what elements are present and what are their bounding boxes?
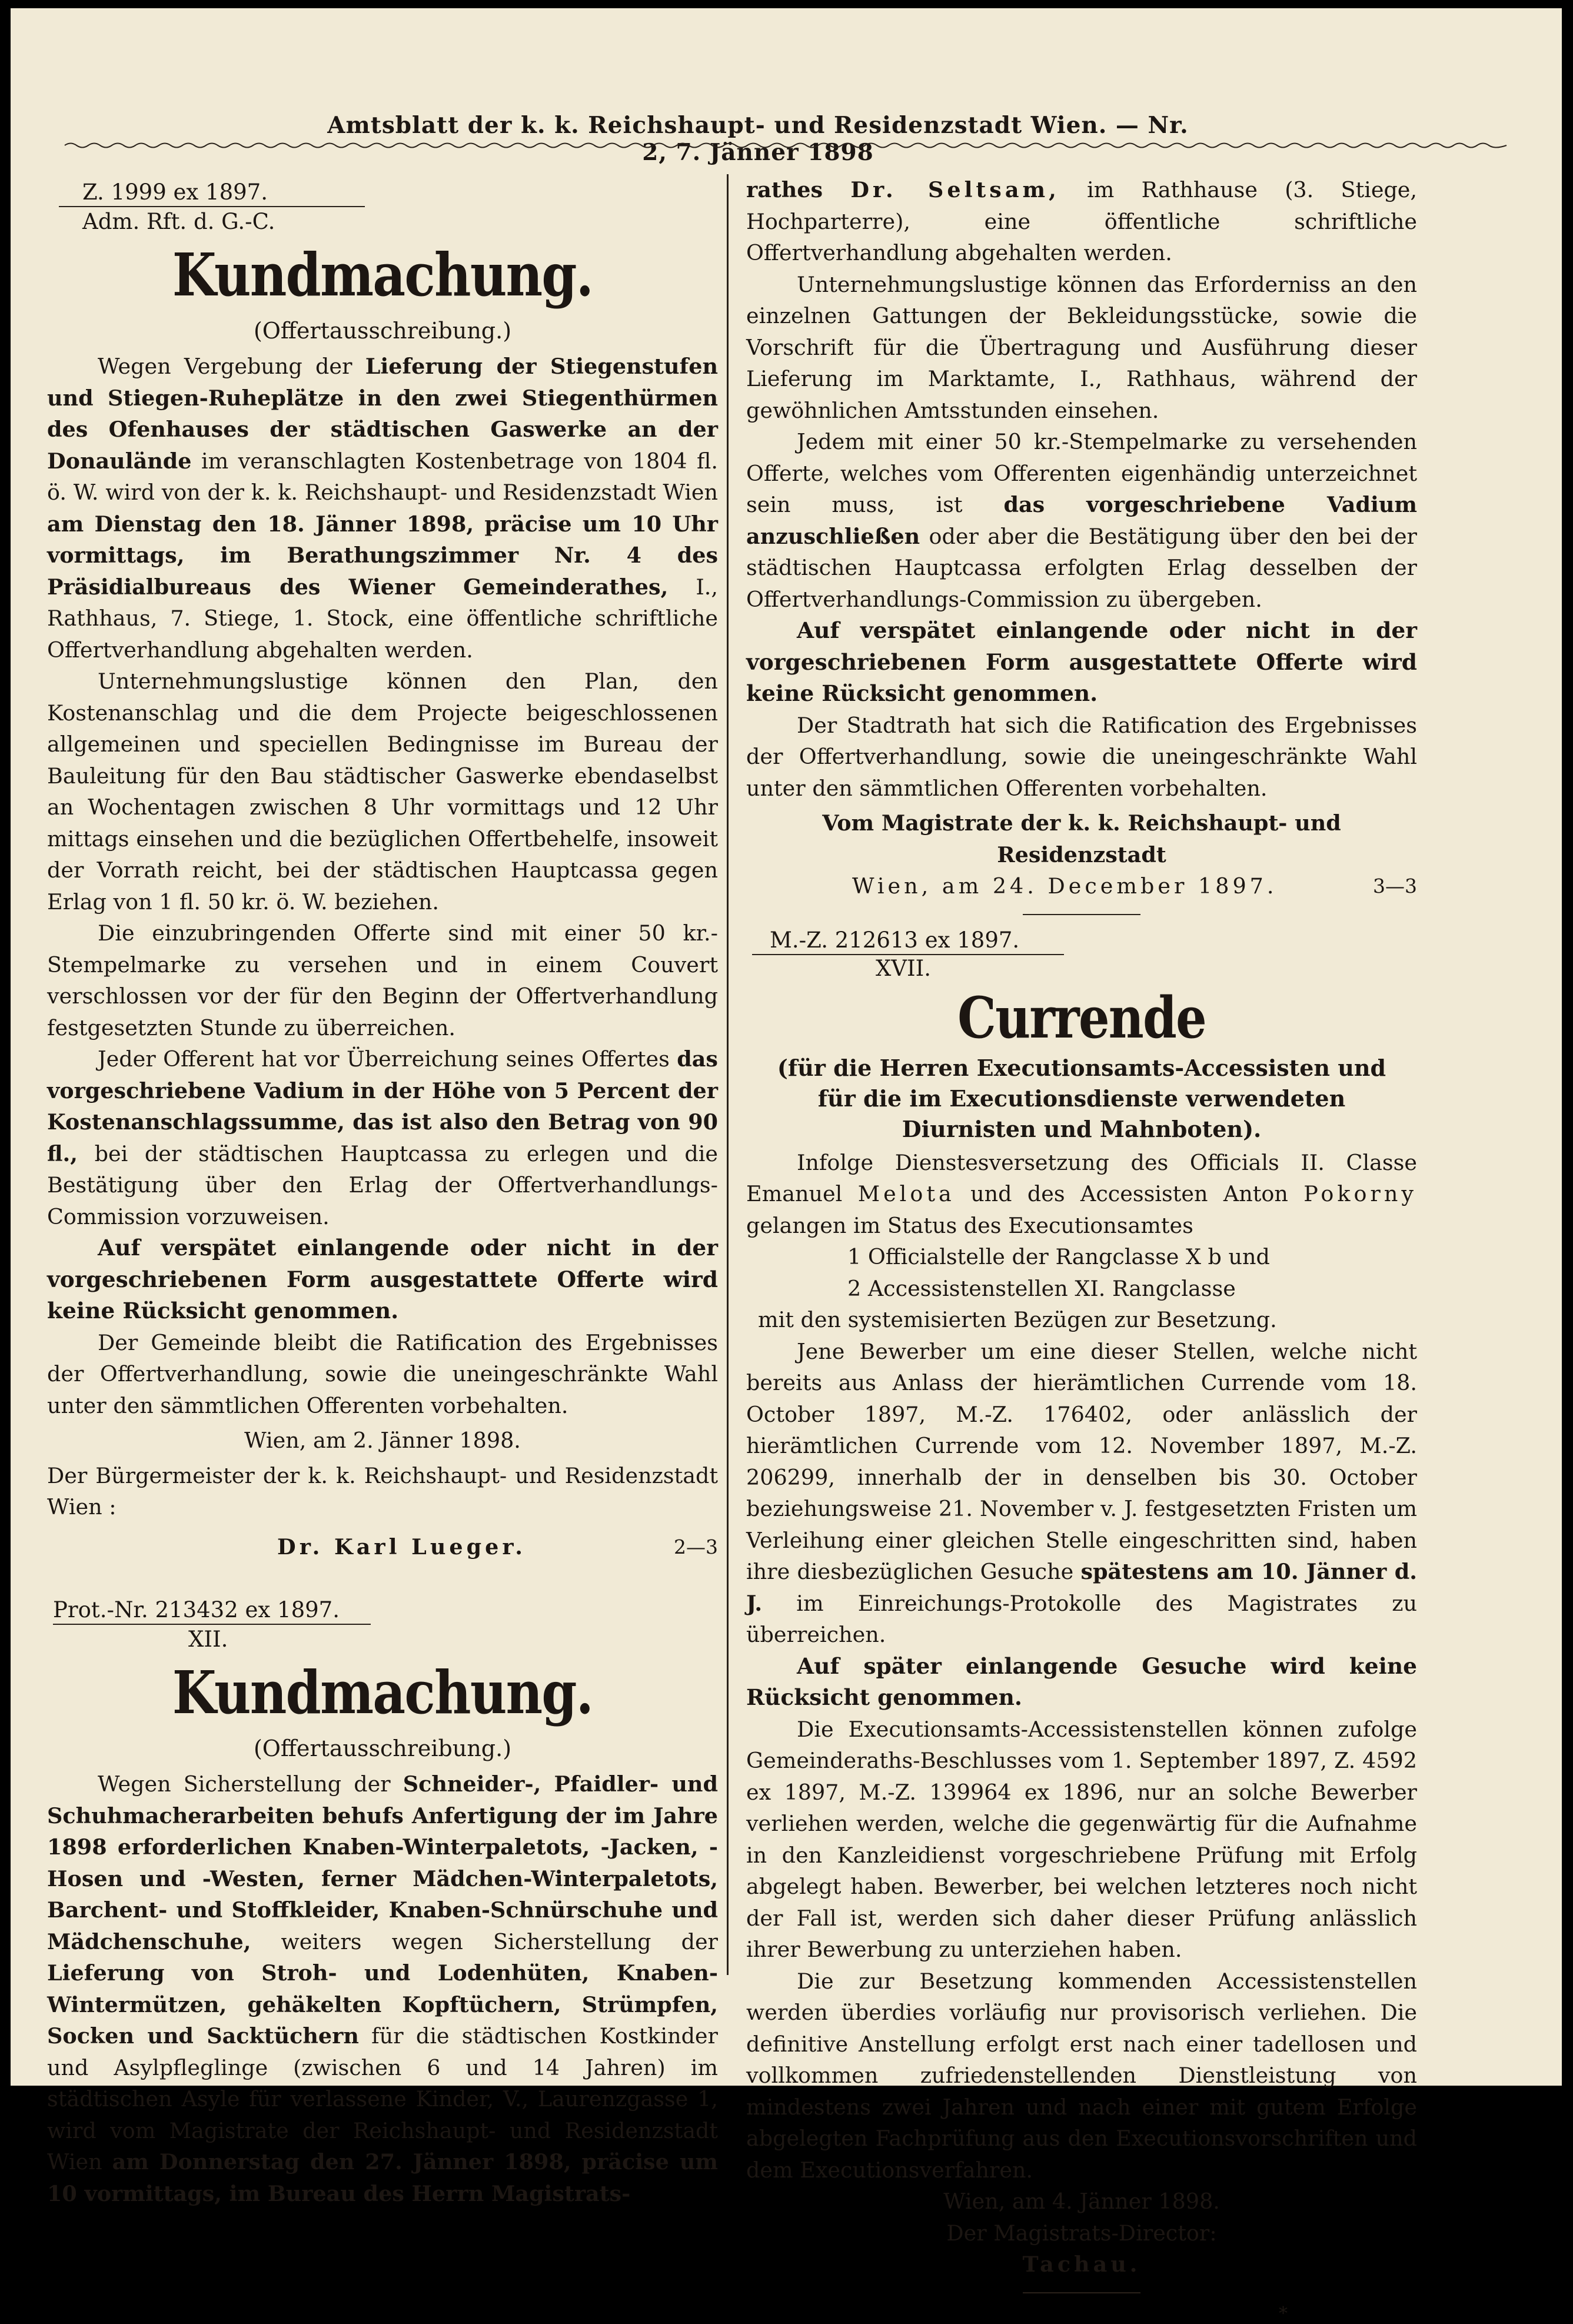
notice3-paragraph-4: Die Executionsamts-Accessistenstellen können zufolge Gemeinderaths-Beschlusses vom 1. September 1897, Z. 4592 ex 1897, M.-Z. 139964 ex 1896, nur an solche Bewerber verliehen werden, welche die gegenwärtig für die Aufnahme in den Kanzleidienst vorgeschriebene Prüfung mit Erfolg abgelegt haben. Bewerber, bei welchen letzteres noch nicht der Fall ist, werden sich daher dieser Prüfung anlässlich ihrer Bewerbung zu unterziehen haben. (746, 1716, 1417, 1962)
notice1-ref-sub: Adm. Rft. d. G.-C. (82, 209, 275, 234)
notice2-end-rule (1023, 914, 1140, 915)
notice1-sequence: 2—3 (673, 1535, 718, 1558)
notice3-signatory: Der Magistrats-Director: (946, 2220, 1217, 2246)
notice3-reference (746, 927, 1417, 983)
notice2-paragraph-2: Unternehmungslustige können das Erforderniss an den einzelnen Gattungen der Bekleidungsstücke, sowie die Vorschrift für die Übertragung und Ausführung dieser Lieferung im Marktamte, I., Rathhaus, während der gewöhnlichen Amtsstunden einsehen. (746, 271, 1417, 423)
notice1-paragraph-3: Die einzubringenden Offerte sind mit einer 50 kr.-Stempelmarke zu versehen und in einem Couvert verschlossen vor der für den Beginn der Offertverhandlung festgesetzten Stunde zu überreichen. (47, 920, 718, 1040)
notice3-subtitle: (für die Herren Executionsamts-Accessisten und für die im Executionsdienste verwendeten Diurnisten und Mahnboten). (777, 1054, 1386, 1142)
notice1-paragraph-2: Unternehmungslustige können den Plan, den Kostenanschlag und die dem Projecte beigeschlossenen allgemeinen und speciellen Bedingnisse im Bureau der Bauleitung für den Bau städtischer Gaswerke ebendaselbst an Wochentagen zwischen 8 Uhr vormittags und 12 Uhr mittags einsehen und die bezüglichen Offertbehelfe, insoweit der Vorrath reicht, bei der städtischen Hauptcassa gegen Erlag von 1 fl. 50 kr. ö. W. beziehen. (47, 669, 718, 915)
notice3-list-note: mit den systemisierten Bezügen zur Besetzung. (758, 1307, 1277, 1332)
notice1-ref-number: Z. 1999 ex 1897. (82, 179, 268, 205)
notice3-list-item-2: 2 Accessistenstellen XI. Rangclasse (847, 1275, 1236, 1301)
right-column (746, 174, 1417, 2323)
notice2-ref-number: Prot.-Nr. 213432 ex 1897. (53, 1597, 340, 1623)
notice3-paragraph-5: Die zur Besetzung kommenden Accessistenstellen werden überdies vorläufig nur provisorisch verliehen. Die definitive Anstellung erfolgt erst nach einer tadellosen und vollkommen zufriedenstellenden Dienstleistung von mindestens zwei Jahren und nach einer mit gutem Erfolge abgelegten Fachprüfung aus den Executionsvorschriften und dem Executionsverfahren. (746, 1968, 1417, 2183)
notice1-date: Wien, am 2. Jänner 1898. (244, 1428, 521, 1453)
notice1-paragraph-1: Wegen Vergebung der Lieferung der Stiegenstufen und Stiegen-Ruheplätze in den zwei Stiegenthürmen des Ofenhauses der städtischen Gaswerke an der Donaulände im veranschlagten Kostenbetrage von 1804 fl. ö. W. wird von der k. k. Reichshaupt- und Residenzstadt Wien am Dienstag den 18. Jänner 1898, präcise um 10 Uhr vormittags, im Berathungszimmer Nr. 4 des Präsidialbureaus des Wiener Gemeinderathes, I., Rathhaus, 7. Stiege, 1. Stock, eine öffentliche schriftliche Offertverhandlung abgehalten werden. (47, 354, 718, 663)
notice2-paragraph-5: Der Stadtrath hat sich die Ratification des Ergebnisses der Offertverhandlung, sowie die uneingeschränkte Wahl unter den sämmtlichen Offerenten vorbehalten. (746, 712, 1417, 801)
notice2-date-row (746, 870, 1417, 902)
notice3-title: Currende (957, 984, 1206, 1051)
notice2-signatory: Vom Magistrate der k. k. Reichshaupt- und Residenzstadt (822, 810, 1341, 867)
notice1-reference (47, 174, 718, 237)
notice1-signatory-line: Der Bürgermeister der k. k. Reichshaupt- und Residenzstadt Wien : (47, 1462, 718, 1520)
notice3-paragraph-2: Jene Bewerber um eine dieser Stellen, welche nicht bereits aus Anlass der hierämtlichen Currende vom 18. October 1897, M.-Z. 176402, oder anlässlich der hierämtlichen Currende vom 12. November 1897, M.-Z. 206299, innerhalb der in denselben bis 30. October beziehungsweise 21. November v. J. festgesetzten Fristen um Verleihung einer gleichen Stelle eingeschritten sind, haben ihre diesbezüglichen Gesuche spätestens am 10. Jänner d. J. im Einreichungs-Protokolle des Magistrates zu überreichen. (746, 1338, 1417, 1647)
notice3-ref-sub: XVII. (876, 955, 932, 981)
notice1-title: Kundmachung. (172, 240, 593, 310)
header-wavy-rule (65, 141, 1507, 149)
notice3-ref-number: M.-Z. 212613 ex 1897. (770, 927, 1020, 953)
notice1-signature-row (47, 1531, 718, 1563)
footer-asterisk: * (1279, 2303, 1288, 2324)
notice1-paragraph-4: Jeder Offerent hat vor Überreichung seines Offertes das vorgeschriebene Vadium in der Höhe von 5 Percent der Kostenanschlagssumme, das ist also den Betrag von 90 fl., bei der städtischen Hauptcassa zu erlegen und die Bestätigung über den Erlag der Offertverhandlungs-Commission vorzuweisen. (47, 1046, 718, 1229)
notice2-ref-sub: XII. (188, 1627, 228, 1652)
notice1-subtitle: (Offertausschreibung.) (253, 318, 512, 344)
notice2-date: Wien, am 24. December 1897. (852, 873, 1278, 899)
notice3-end-rule (1023, 2292, 1140, 2293)
notice2-reference (47, 1592, 718, 1654)
notice3-signature: Tachau. (1022, 2252, 1141, 2277)
notice1-signature: Dr. Karl Lueger. (277, 1534, 526, 1560)
notice2-title: Kundmachung. (172, 1658, 593, 1727)
column-divider (727, 174, 729, 1975)
left-column (47, 174, 718, 2209)
notice3-list-item-1: 1 Officialstelle der Rangclasse X b und (847, 1244, 1270, 1269)
notice2-paragraph-1: Wegen Sicherstellung der Schneider-, Pfaidler- und Schuhmacherarbeiten behufs Anfertigung der im Jahre 1898 erforderlichen Knaben-Winterpaletots, -Jacken, -Hosen und -Westen, ferner Mädchen-Winterpaletots, Barchent- und Stoffkleider, Knaben-Schnürschuhe und Mädchenschuhe, weiters wegen Sicherstellung der Lieferung von Stroh- und Lodenhüten, Knaben-Wintermützen, gehäkelten Kopftüchern, Strümpfen, Socken und Sacktüchern für die städtischen Kostkinder und Asylpfleglinge (zwischen 6 und 14 Jahren) im städtischen Asyle für verlassene Kinder, V., Laurenzgasse 1, wird vom Magistrate der Reichshaupt- und Residenzstadt Wien am Donnerstag den 27. Jänner 1898, präcise um 10 vormittags, im Bureau des Herrn Magistrats- (47, 1771, 718, 2206)
notice2-sequence: 3—3 (1373, 875, 1417, 897)
notice1-paragraph-5: Auf verspätet einlangende oder nicht in der vorgeschriebenen Form ausgestattete Offerte wird keine Rücksicht genommen. (47, 1235, 718, 1324)
notice2-subtitle: (Offertausschreibung.) (253, 1735, 512, 1761)
page-header: Amtsblatt der k. k. Reichshaupt- und Residenzstadt Wien. — Nr. 2, 7. Jänner 1898 (327, 112, 1189, 166)
document-page (11, 8, 1562, 2324)
notice2-paragraph-3: Jedem mit einer 50 kr.-Stempelmarke zu versehenden Offerte, welches vom Offerenten eigenhändig unterzeichnet sein muss, ist das vorgeschriebene Vadium anzuschließen oder aber die Bestätigung über den bei der städtischen Hauptcassa erfolgten Erlag desselben der Offertverhandlungs-Commission zu übergeben. (746, 429, 1417, 612)
notice1-paragraph-6: Der Gemeinde bleibt die Ratification des Ergebnisses der Offertverhandlung, sowie die uneingeschränkte Wahl unter den sämmtlichen Offerenten vorbehalten. (47, 1329, 718, 1418)
notice2-paragraph-1-cont: rathes Dr. Seltsam, im Rathhause (3. Stiege, Hochparterre), eine öffentliche schriftliche Offertverhandlung abgehalten werden. (746, 177, 1418, 265)
notice2-paragraph-4: Auf verspätet einlangende oder nicht in der vorgeschriebenen Form ausgestattete Offerte wird keine Rücksicht genommen. (746, 617, 1417, 706)
notice3-paragraph-3: Auf später einlangende Gesuche wird keine Rücksicht genommen. (746, 1653, 1417, 1710)
notice3-paragraph-1: Infolge Dienstesversetzung des Officials II. Classe Emanuel Melota und des Accessisten Anton Pokorny gelangen im Status des Executionsamtes (746, 1149, 1417, 1238)
notice3-date: Wien, am 4. Jänner 1898. (943, 2189, 1220, 2214)
